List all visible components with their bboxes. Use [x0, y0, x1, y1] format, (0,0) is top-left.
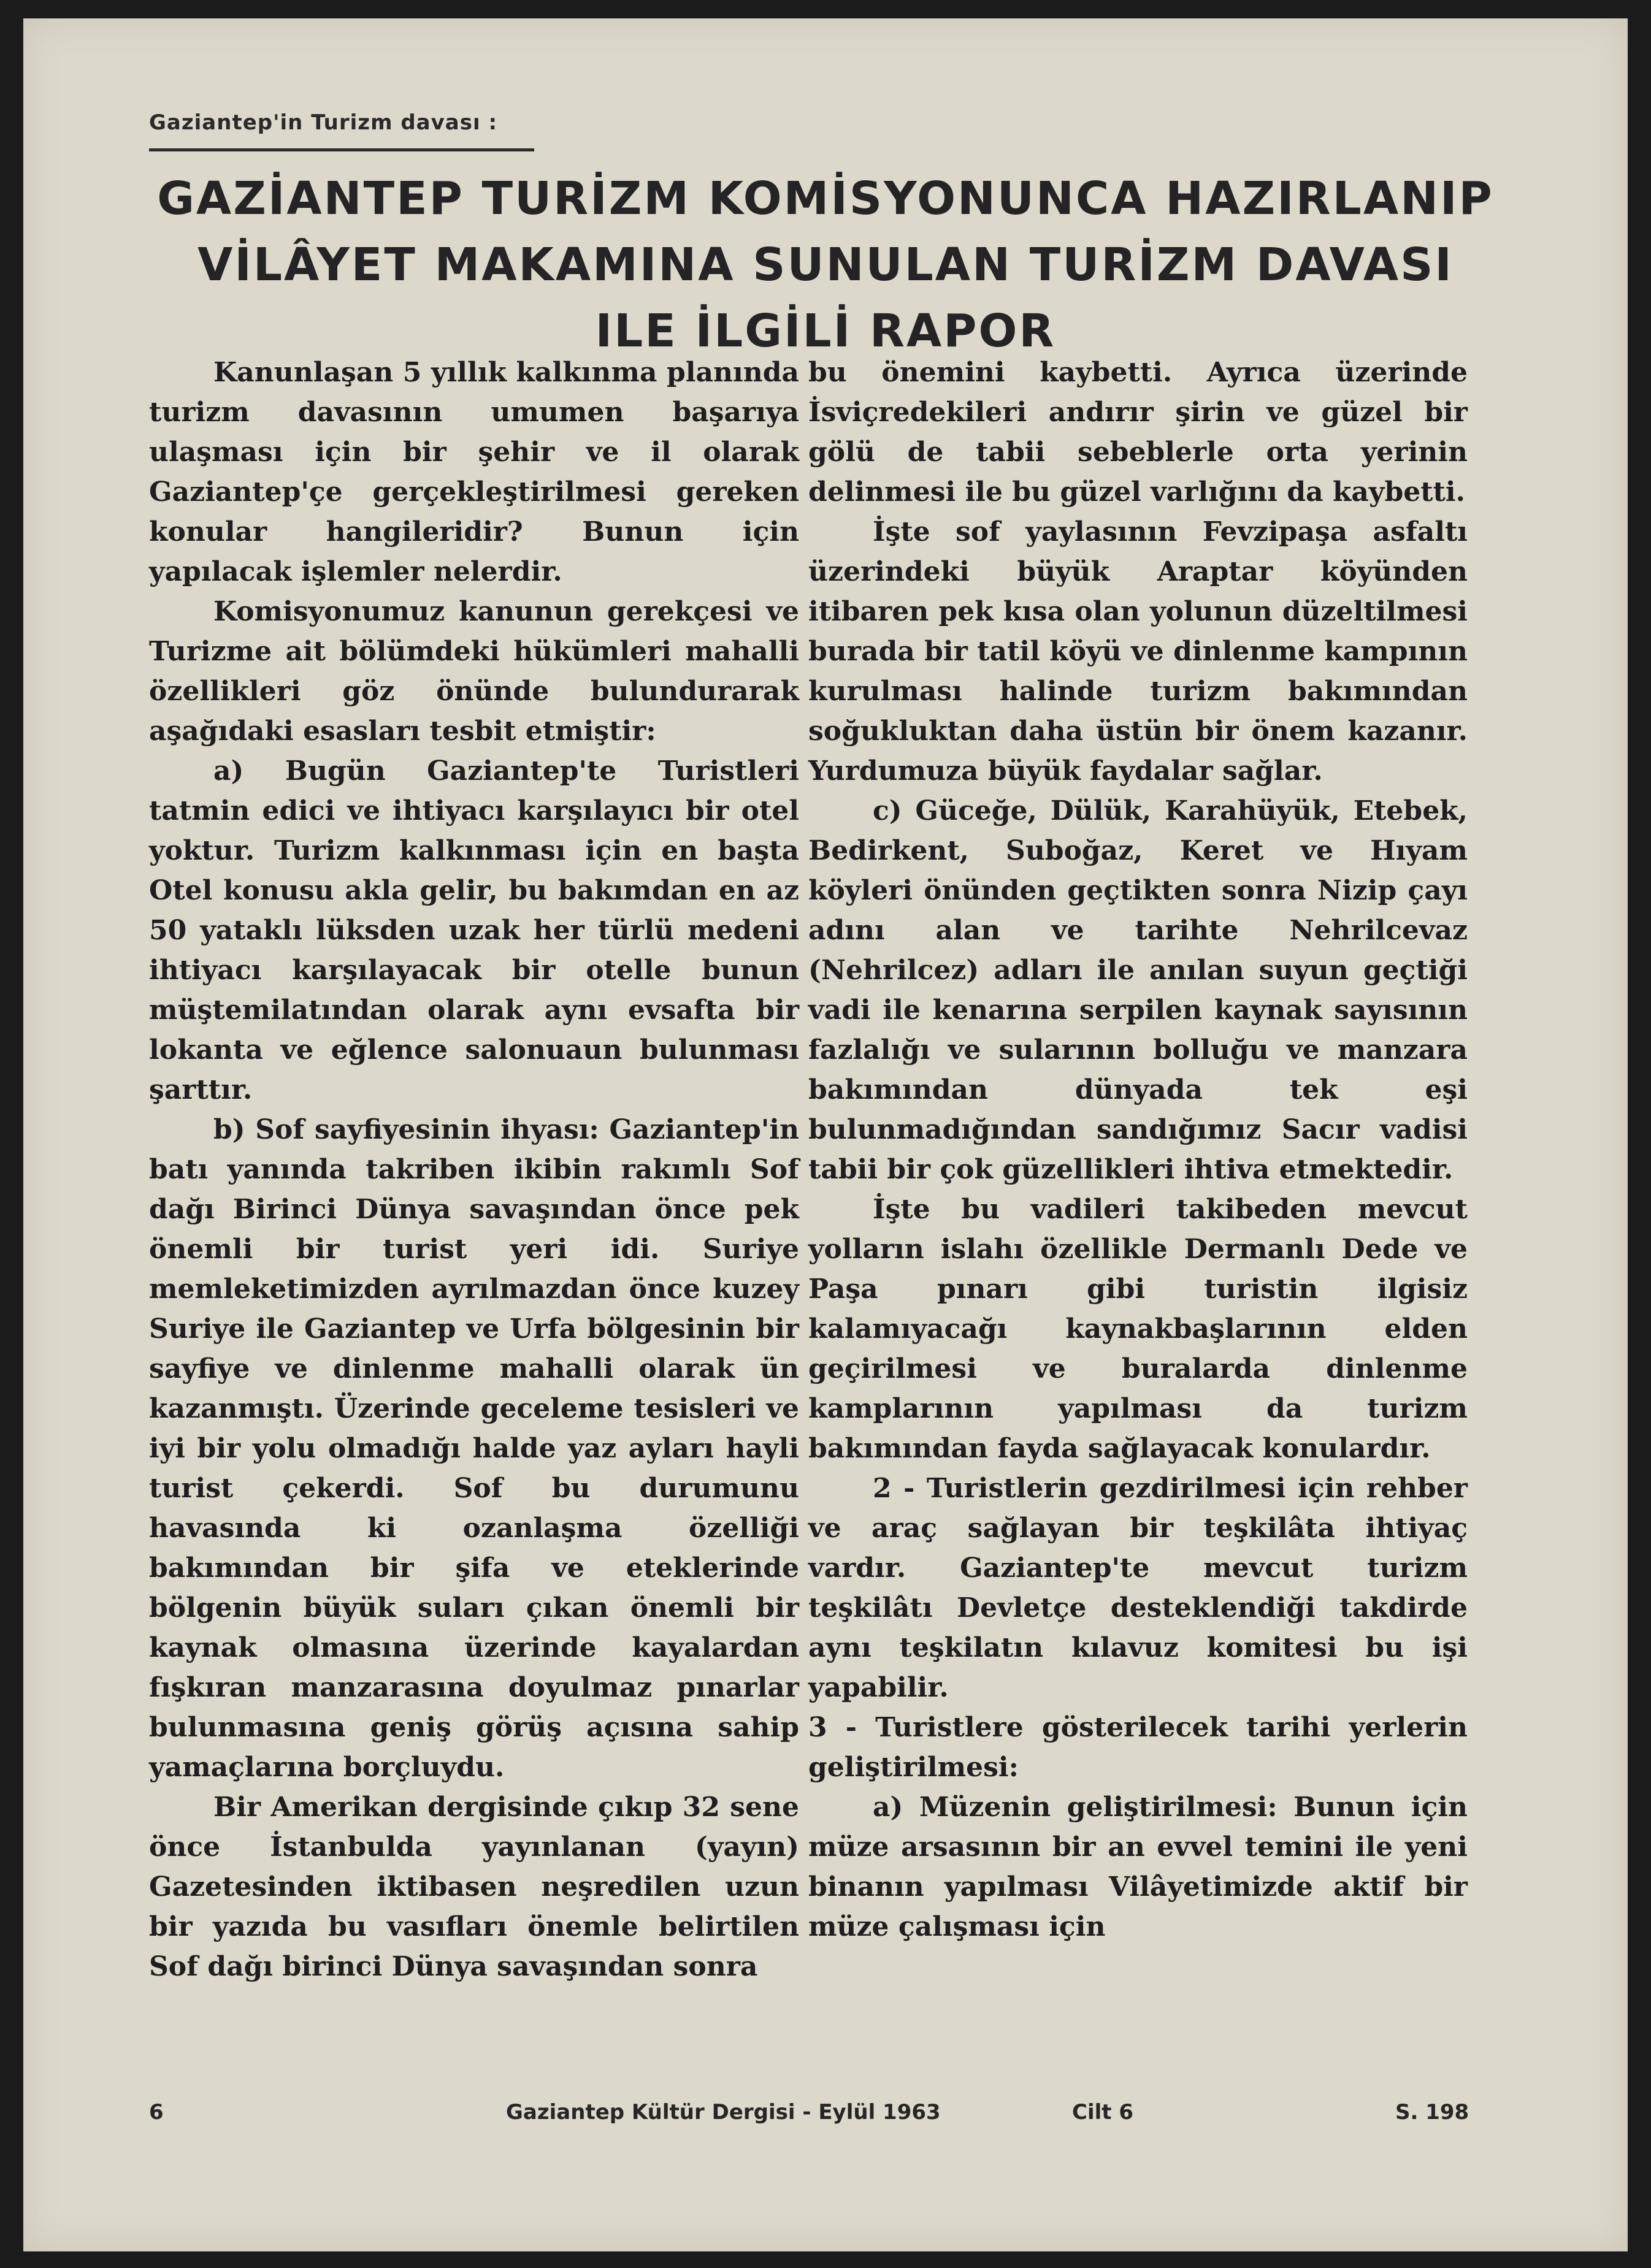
page-number: 6: [149, 2100, 164, 2125]
right-paragraph: 2 - Turistlerin gezdirilmesi için rehber ve araç sağlayan bir teşkilâta ihtiyaç vardır. Gaziantep'te mevcut turizm teşkilâtı Devletçe desteklendiği takdirde aynı teşkilatın kılavuz komitesi bu işi yapabilir.: [808, 1473, 1468, 1703]
right-paragraph: İşte sof yaylasının Fevzipaşa asfaltı üzerindeki büyük Araptar köyünden itibaren pek kısa olan yolunun düzeltilmesi burada bir tatil köyü ve dinlenme kampının kurulması halinde turizm bakımından soğukluktan daha üstün bir önem kazanır. Yurdumuza büyük faydalar sağlar.: [808, 516, 1468, 787]
right-paragraph: c) Güceğe, Dülük, Karahüyük, Etebek, Bedirkent, Suboğaz, Keret ve Hıyam köyleri önünden geçtikten sonra Nizip çayı adını alan ve tarihte Nehrilcevaz (Nehrilcez) adları ile anılan suyun geçtiği vadi ile kenarına serpilen kaynak sayısının fazlalığı ve sularının bolluğu ve manzara bakımından dünyada tek eşi bulunmadığından sandığımız Sacır vadisi tabii bir çok güzellikleri ihtiva etmektedir.: [808, 795, 1468, 1185]
left-paragraph: a) Bugün Gaziantep'te Turistleri tatmin edici ve ihtiyacı karşılayıcı bir otel yoktur. Turizm kalkınması için en başta Otel konusu akla gelir, bu bakımdan en az 50 yataklı lüksden uzak her türlü medeni ihtiyacı karşılayacak bir otelle bunun müştemilatından olarak aynı evsafta bir lokanta ve eğlence salonuaun bulunması şarttır.: [149, 755, 799, 1105]
title-line-1: GAZİANTEP TURİZM KOMİSYONUNCA HAZIRLANIP: [157, 172, 1494, 225]
right-paragraph: İşte bu vadileri takibeden mevcut yolların islahı özellikle Dermanlı Dede ve Paşa pınarı gibi turistin ilgisiz kalamıyacağı kaynakbaşlarının elden geçirilmesi ve buralarda dinlenme kamplarının yapılması da turizm bakımından fayda sağlayacak konulardır.: [808, 1194, 1468, 1464]
title-line-2: VİLÂYET MAKAMINA SUNULAN TURİZM DAVASI: [197, 239, 1454, 291]
left-paragraph: Komisyonumuz kanunun gerekçesi ve Turizme ait bölümdeki hükümleri mahalli özellikleri göz önünde bulundurarak aşağıdaki esasları tesbit etmiştir:: [149, 596, 799, 747]
volume-label: Cilt 6: [1072, 2100, 1134, 2125]
running-head: Gaziantep'in Turizm davası :: [149, 110, 498, 135]
magazine-page: [23, 18, 1628, 2251]
right-column: [808, 353, 1468, 1947]
issue-number: S. 198: [1395, 2100, 1469, 2125]
right-paragraph: 3 - Turistlere gösterilecek tarihi yerlerin geliştirilmesi:: [808, 1712, 1468, 1783]
left-paragraph: Kanunlaşan 5 yıllık kalkınma planında turizm davasının umumen başarıya ulaşması için bir şehir ve il olarak Gaziantep'çe gerçekleştirilmesi gereken konular hangileridir? Bunun için yapılacak işlemler nelerdir.: [149, 357, 799, 587]
right-paragraph: bu önemini kaybetti. Ayrıca üzerinde İsviçredekileri andırır şirin ve güzel bir gölü de tabii sebeblerle orta yerinin delinmesi ile bu güzel varlığını da kaybetti.: [808, 357, 1468, 508]
article-title: [85, 166, 1566, 364]
journal-name: Gaziantep Kültür Dergisi - Eylül 1963: [506, 2100, 941, 2125]
left-paragraph: b) Sof sayfiyesinin ihyası: Gaziantep'in batı yanında takriben ikibin rakımlı Sof dağı Birinci Dünya savaşından önce pek önemli bir turist yeri idi. Suriye memleketimizden ayrılmazdan önce kuzey Suriye ile Gaziantep ve Urfa bölgesinin bir sayfiye ve dinlenme mahalli olarak ün kazanmıştı. Üzerinde geceleme tesisleri ve iyi bir yolu olmadığı halde yaz ayları hayli turist çekerdi. Sof bu durumunu havasında ki ozanlaşma özelliği bakımından bir şifa ve eteklerinde bölgenin büyük suları çıkan önemli bir kaynak olmasına üzerinde kayalardan fışkıran manzarasına doyulmaz pınarlar bulunmasına geniş görüş açısına sahip yamaçlarına borçluydu.: [149, 1114, 799, 1783]
running-head-rule: [149, 148, 534, 151]
title-line-3: ILE İLGİLİ RAPOR: [595, 305, 1056, 357]
left-paragraph: Bir Amerikan dergisinde çıkıp 32 sene önce İstanbulda yayınlanan (yayın) Gazetesinden iktibasen neşredilen uzun bir yazıda bu vasıfları önemle belirtilen Sof dağı birinci Dünya savaşından sonra: [149, 1792, 799, 1982]
left-column: [149, 353, 799, 1987]
right-paragraph: a) Müzenin geliştirilmesi: Bunun için müze arsasının bir an evvel temini ile yeni binanın yapılması Vilâyetimizde aktif bir müze çalışması için: [808, 1792, 1468, 1942]
